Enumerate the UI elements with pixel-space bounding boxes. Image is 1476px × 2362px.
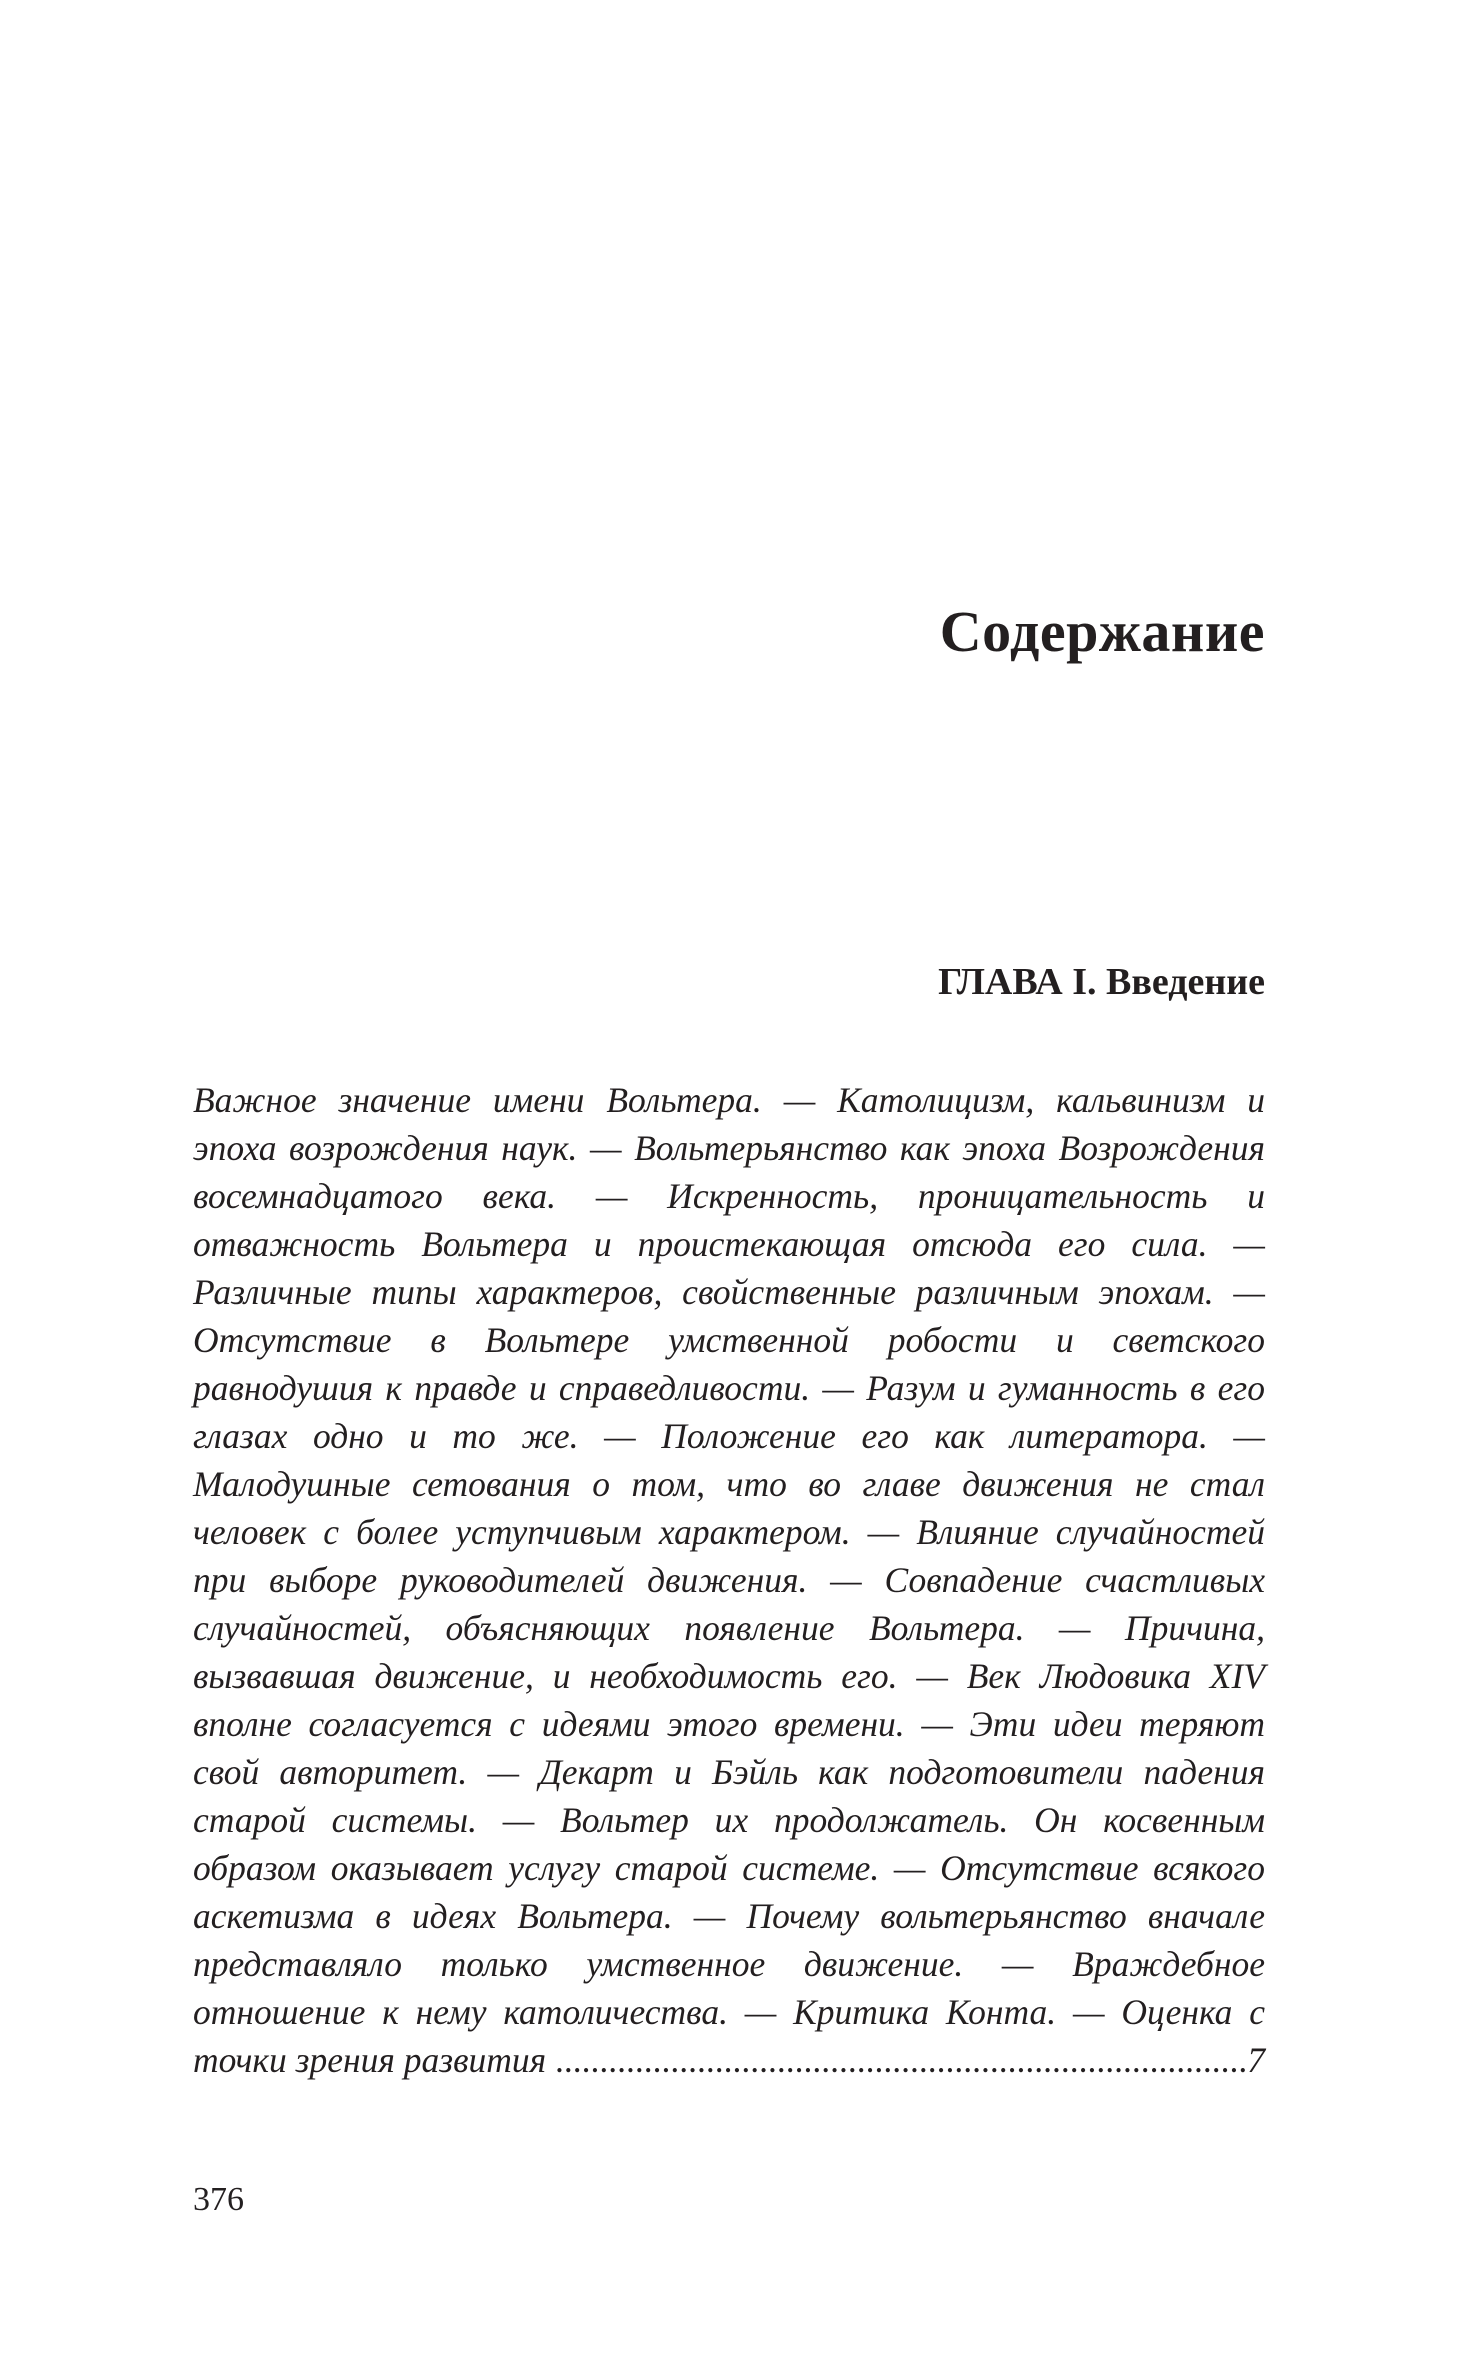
chapter-page-number: 7	[1247, 2040, 1266, 2080]
page-number: 376	[193, 2181, 244, 2218]
page-title: Содержание	[939, 599, 1265, 664]
dot-leader: ..............................................................................	[555, 2040, 1248, 2080]
chapter-summary-text: Важное значение имени Вольтера. — Католицизм, кальвинизм и эпоха возрождения наук. — Вольтерьянство как эпоха Возрождения восемнадцатого века. — Искренность, проницательность и отважность Вольтера и проистекающая отсюда его сила. — Различные типы характеров, свойственные различным эпохам. — Отсутствие в Вольтере умственной робости и светского равнодушия к правде и справедливости. — Разум и гуманность в его глазах одно и то же. — Положение его как литератора. — Малодушные сетования о том, что во главе движения не стал человек с более уступчивым характером. — Влияние случайностей при выборе руководителей движения. — Совпадение счастливых случайностей, объясняющих появление Вольтера. — Причина, вызвавшая движение, и необходимость его. — Век Людовика XIV вполне согласуется с идеями этого времени. — Эти идеи теряют свой авторитет. — Декарт и Бэйль как подготовители падения старой системы. — Вольтер их продолжатель. Он косвенным образом оказывает услугу старой системе. — Отсутствие всякого аскетизма в идеях Вольтера. — Почему вольтерьянство вначале представляло только умственное движение. — Враждебное отношение к нему католичества. — Критика Конта. — Оценка с точки зрения развития	[193, 1080, 1265, 2080]
chapter-heading: ГЛАВА I. Введение	[938, 961, 1265, 1003]
chapter-summary-entry	[193, 1076, 1265, 2084]
